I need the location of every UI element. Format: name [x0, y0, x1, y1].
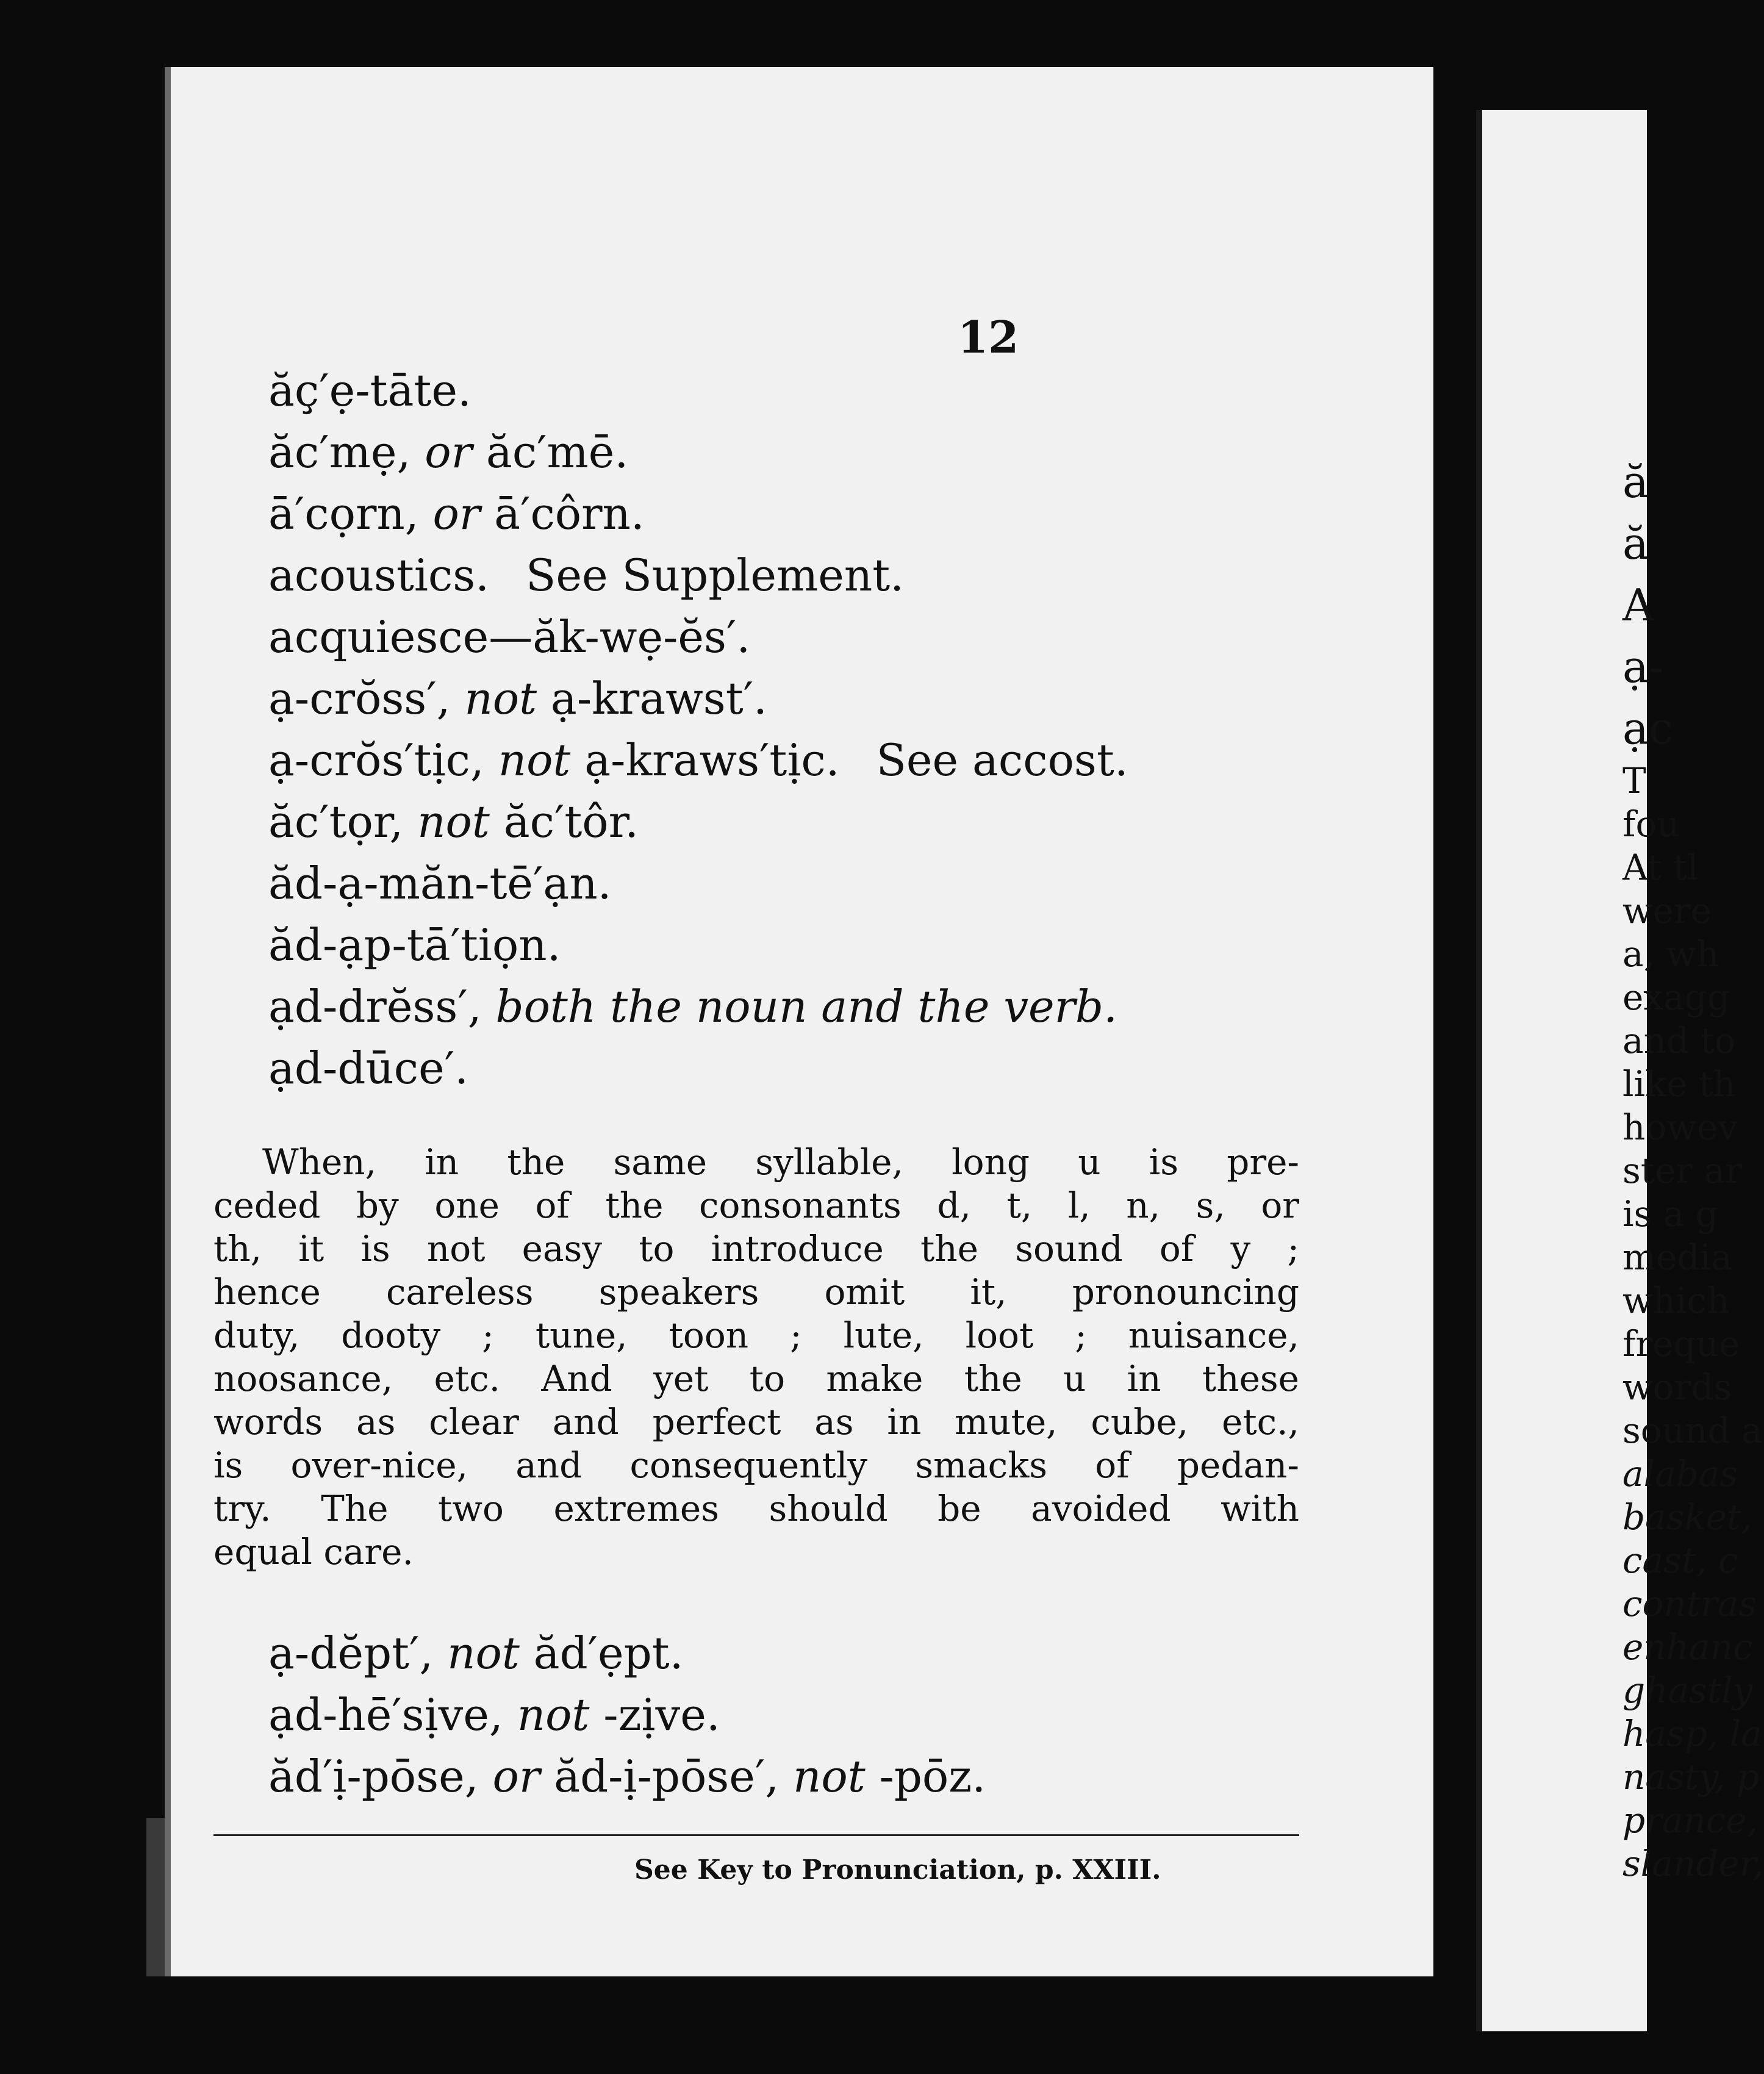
entry-text: ạd-dūce′. — [268, 1042, 468, 1094]
usage-note-paragraph — [213, 1141, 1299, 1574]
facing-page — [1476, 110, 1764, 2031]
facing-page-line: ạc — [1622, 703, 1674, 754]
entry-qualifier: or — [432, 488, 481, 539]
facing-page-line: is a g — [1622, 1193, 1718, 1235]
facing-page-line: enhanc — [1622, 1626, 1753, 1668]
facing-page-line: fou — [1622, 803, 1680, 845]
dictionary-entry — [268, 422, 1305, 483]
paragraph-line: is over-nice, and consequently smacks of pedan- — [213, 1444, 1299, 1486]
entry-qualifier: not — [447, 1627, 520, 1679]
facing-page-line: nasty, p — [1622, 1756, 1760, 1798]
dictionary-entry — [268, 730, 1305, 791]
paragraph-line: words as clear and perfect as in mute, cube, etc., — [213, 1401, 1299, 1443]
dictionary-entry — [268, 606, 1305, 668]
facing-page-line: ster ar — [1622, 1150, 1742, 1191]
entry-text: ăc′mē. — [472, 426, 629, 478]
facing-page-line: media — [1622, 1236, 1732, 1278]
entry-text: ạd-drĕss′, — [268, 981, 496, 1032]
entry-qualifier: or — [425, 426, 473, 478]
dictionary-entry — [268, 360, 1305, 422]
dictionary-entry — [268, 483, 1305, 545]
entry-text: ăc′tọr, — [268, 796, 418, 847]
facing-page-line: contras — [1622, 1583, 1757, 1624]
facing-page-line: sound a — [1622, 1410, 1763, 1451]
entry-text: ăd-ạp-tā′tiọn. — [268, 919, 561, 971]
entry-text: -zịve. — [589, 1689, 720, 1740]
facing-page-line: hasp, la — [1622, 1713, 1762, 1754]
entry-text: ăc′mẹ, — [268, 426, 425, 478]
entry-qualifier: both the noun and the verb. — [495, 981, 1118, 1032]
facing-page-line: and to — [1622, 1020, 1736, 1061]
dictionary-entry — [268, 668, 1305, 730]
dictionary-entry — [268, 1746, 1305, 1807]
entry-text: ā′côrn. — [480, 488, 645, 539]
paragraph-line: equal care. — [213, 1531, 414, 1573]
entry-text: ăc′tôr. — [489, 796, 639, 847]
dictionary-entry — [268, 545, 1305, 606]
dictionary-entry — [268, 976, 1305, 1038]
facing-page-line: ghastly — [1622, 1670, 1753, 1711]
facing-page-line: exagg — [1622, 977, 1730, 1018]
entry-text: acoustics. — [268, 550, 490, 601]
page-number: 12 — [958, 311, 1019, 363]
entry-text: -pōz. — [865, 1751, 986, 1802]
entry-list-bottom — [268, 1623, 1305, 1807]
entry-text: ạ-crŏss′, — [268, 673, 465, 724]
entry-qualifier: not — [517, 1689, 590, 1740]
entry-text: acquiesce—ăk-wẹ-ĕs′. — [268, 611, 751, 662]
dictionary-entry — [268, 853, 1305, 914]
entry-text: ạ-kraws′tịc. — [570, 734, 840, 786]
paragraph-line: When, in the same syllable, long u is pre- — [262, 1141, 1299, 1183]
entry-text: ăd′ẹpt. — [519, 1627, 684, 1679]
paragraph-line: th, it is not easy to introduce the sound of y ; — [213, 1228, 1299, 1269]
paragraph-line: ceded by one of the consonants d, t, l, n, s, or — [213, 1185, 1299, 1226]
entry-text: ạ-crŏs′tịc, — [268, 734, 498, 786]
facing-page-line: T — [1622, 760, 1646, 802]
facing-page-line: freque — [1622, 1323, 1740, 1365]
facing-page-line: words — [1622, 1366, 1732, 1408]
entry-qualifier: not — [464, 673, 537, 724]
entry-text: See accost. — [876, 734, 1128, 786]
entry-text: ăd′ị-pōse, — [268, 1751, 493, 1802]
paragraph-line: try. The two extremes should be avoided with — [213, 1488, 1299, 1529]
dictionary-entry — [268, 791, 1305, 853]
facing-page-line: howev — [1622, 1107, 1738, 1148]
facing-page-line: basket, — [1622, 1496, 1752, 1538]
facing-page-line: slander, — [1622, 1843, 1764, 1884]
dictionary-entry — [268, 1623, 1305, 1684]
paragraph-line: duty, dooty ; tune, toon ; lute, loot ; nuisance, — [213, 1315, 1299, 1356]
dictionary-entry — [268, 1684, 1305, 1746]
entry-text: ăd-ạ-măn-tē′ạn. — [268, 858, 612, 909]
dictionary-entry — [268, 914, 1305, 976]
entry-qualifier: not — [417, 796, 490, 847]
facing-page-line: were — [1622, 890, 1712, 931]
entry-list-top — [268, 360, 1305, 1099]
entry-qualifier: not — [792, 1751, 866, 1802]
entry-text: See Supplement. — [526, 550, 905, 601]
facing-page-line: A — [1622, 580, 1654, 631]
footer-rule — [213, 1834, 1299, 1836]
paragraph-line: noosance, etc. And yet to make the u in these — [213, 1358, 1299, 1399]
entry-text: ăç′ẹ-tāte. — [268, 365, 471, 416]
facing-page-line: like th — [1622, 1063, 1736, 1105]
entry-text: ạ-krawst′. — [537, 673, 767, 724]
entry-text: ăd-ị-pōse′, — [540, 1751, 793, 1802]
entry-text: ā′cọrn, — [268, 488, 433, 539]
facing-page-line: ă — [1622, 518, 1649, 569]
entry-qualifier: or — [492, 1751, 540, 1802]
facing-page-line: prance, — [1622, 1800, 1759, 1841]
footer-note: See Key to Pronunciation, p. XXIII. — [634, 1854, 1161, 1886]
entry-text: ạd-hē′sịve, — [268, 1689, 517, 1740]
facing-page-line: cast, c — [1622, 1540, 1738, 1581]
facing-page-line: alabas — [1622, 1453, 1738, 1494]
facing-page-text — [1622, 451, 1764, 1886]
dictionary-entry — [268, 1038, 1305, 1099]
facing-page-line: which — [1622, 1280, 1730, 1321]
facing-page-line: a, wh — [1622, 933, 1719, 975]
paragraph-line: hence careless speakers omit it, pronouncing — [213, 1271, 1299, 1313]
facing-page-line: ạ- — [1622, 641, 1664, 692]
entry-qualifier: not — [498, 734, 571, 786]
entry-text: ạ-dĕpt′, — [268, 1627, 448, 1679]
facing-page-line: At tl — [1622, 847, 1699, 888]
facing-page-line: ă — [1622, 456, 1649, 508]
